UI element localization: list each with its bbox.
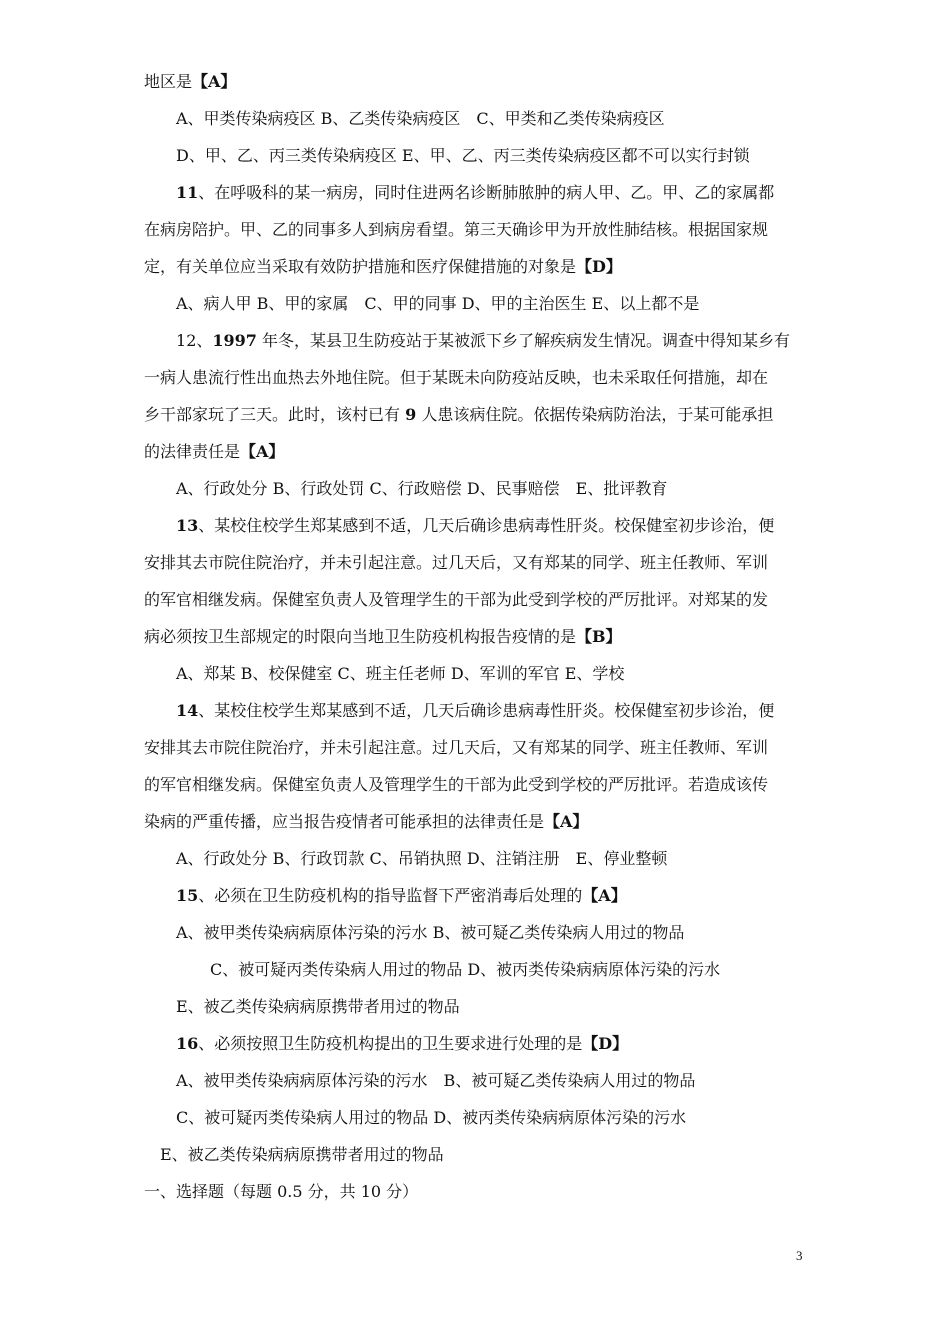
text-line: 安排其去市院住院治疗，并未引起注意。过几天后，又有郑某的同学、班主任教师、军训 bbox=[144, 738, 769, 757]
question-13: 13、某校住校学生郑某感到不适，几天后确诊患病毒性肝炎。校保健室初步诊治，便 bbox=[176, 516, 775, 535]
text-line: 定，有关单位应当采取有效防护措施和医疗保健措施的对象是【D】 bbox=[144, 257, 622, 276]
question-14: 14、某校住校学生郑某感到不适，几天后确诊患病毒性肝炎。校保健室初步诊治，便 bbox=[176, 701, 775, 720]
section-heading: 一、选择题（每题 0.5 分，共 10 分） bbox=[144, 1182, 419, 1201]
text-line: 的法律责任是【A】 bbox=[144, 442, 285, 461]
option-line: A、行政处分 B、行政罚款 C、吊销执照 D、注销注册 E、停业整顿 bbox=[176, 849, 668, 868]
option-line: A、行政处分 B、行政处罚 C、行政赔偿 D、民事赔偿 E、批评教育 bbox=[176, 479, 668, 498]
text-line: 安排其去市院住院治疗，并未引起注意。过几天后，又有郑某的同学、班主任教师、军训 bbox=[144, 553, 769, 572]
question-15: 15、必须在卫生防疫机构的指导监督下严密消毒后处理的【A】 bbox=[176, 886, 627, 905]
text-line: 乡干部家玩了三天。此时，该村已有 9 人患该病住院。依据传染病防治法，于某可能承担 bbox=[144, 405, 774, 424]
text-line: 染病的严重传播，应当报告疫情者可能承担的法律责任是【A】 bbox=[144, 812, 589, 831]
option-line: A、被甲类传染病病原体污染的污水 B、被可疑乙类传染病人用过的物品 bbox=[176, 1071, 696, 1090]
text-line: 地区是【A】 bbox=[144, 72, 237, 91]
option-line: A、病人甲 B、甲的家属 C、甲的同事 D、甲的主治医生 E、以上都不是 bbox=[176, 294, 700, 313]
page-number: 3 bbox=[796, 1248, 803, 1263]
option-line: E、被乙类传染病病原携带者用过的物品 bbox=[176, 997, 460, 1016]
option-line: C、被可疑丙类传染病人用过的物品 D、被丙类传染病病原体污染的污水 bbox=[176, 1108, 687, 1127]
text-line: 的军官相继发病。保健室负责人及管理学生的干部为此受到学校的严厉批评。对郑某的发 bbox=[144, 590, 769, 609]
option-line: C、被可疑丙类传染病人用过的物品 D、被丙类传染病病原体污染的污水 bbox=[210, 960, 721, 979]
question-12: 12、1997 年冬，某县卫生防疫站于某被派下乡了解疾病发生情况。调查中得知某乡有 bbox=[176, 331, 790, 350]
text-line: 的军官相继发病。保健室负责人及管理学生的干部为此受到学校的严厉批评。若造成该传 bbox=[144, 775, 769, 794]
option-line: E、被乙类传染病病原携带者用过的物品 bbox=[160, 1145, 444, 1164]
text-line: 病必须按卫生部规定的时限向当地卫生防疫机构报告疫情的是【B】 bbox=[144, 627, 622, 646]
option-line: A、郑某 B、校保健室 C、班主任老师 D、军训的军官 E、学校 bbox=[176, 664, 625, 683]
option-line: A、被甲类传染病病原体污染的污水 B、被可疑乙类传染病人用过的物品 bbox=[176, 923, 685, 942]
option-line: A、甲类传染病疫区 B、乙类传染病疫区 C、甲类和乙类传染病疫区 bbox=[176, 109, 665, 128]
text-line: 在病房陪护。甲、乙的同事多人到病房看望。第三天确诊甲为开放性肺结核。根据国家规 bbox=[144, 220, 769, 239]
option-line: D、甲、乙、丙三类传染病疫区 E、甲、乙、丙三类传染病疫区都不可以实行封锁 bbox=[176, 146, 750, 165]
text-line: 一病人患流行性出血热去外地住院。但于某既未向防疫站反映，也未采取任何措施，却在 bbox=[144, 368, 769, 387]
question-11: 11、在呼吸科的某一病房，同时住进两名诊断肺脓肿的病人甲、乙。甲、乙的家属都 bbox=[176, 183, 775, 202]
question-16: 16、必须按照卫生防疫机构提出的卫生要求进行处理的是【D】 bbox=[176, 1034, 629, 1053]
